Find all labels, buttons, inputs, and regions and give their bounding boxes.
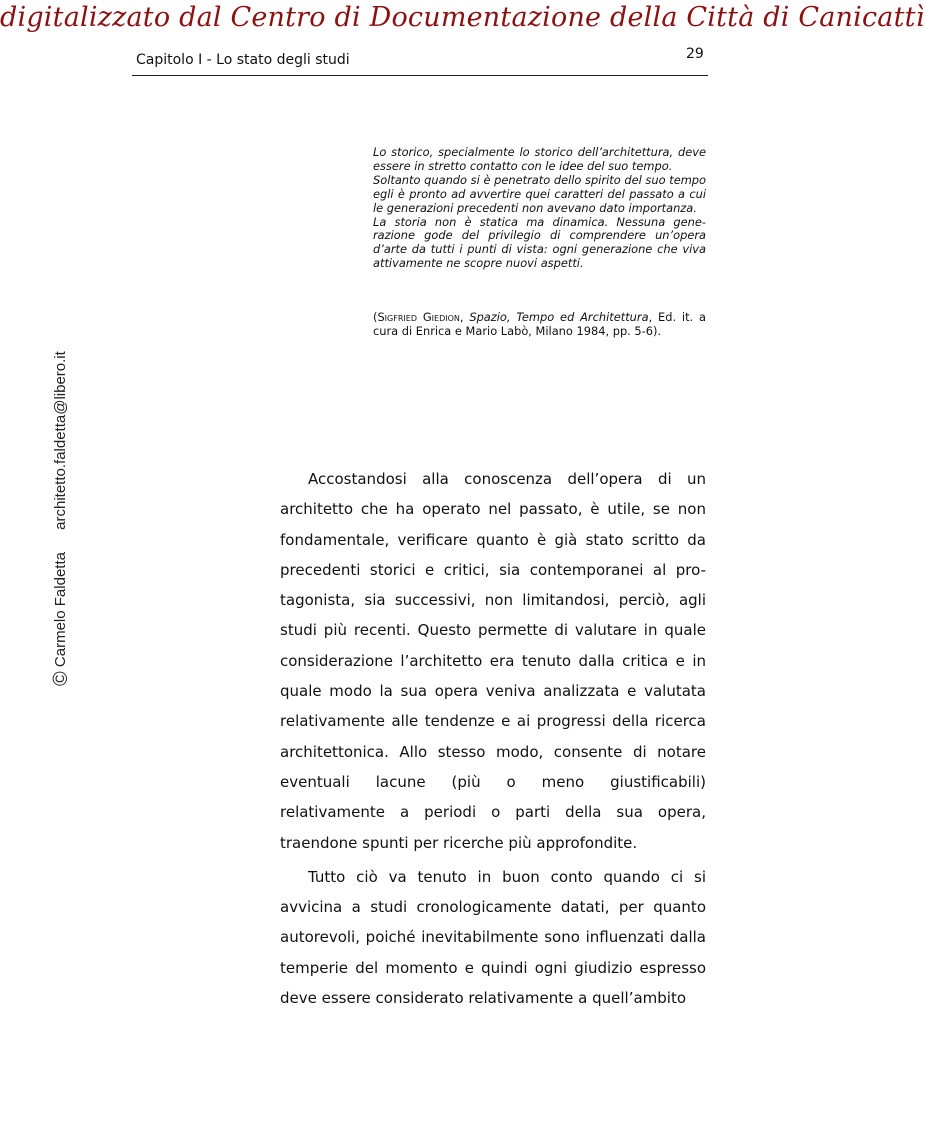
citation-title: Spazio, Tempo ed Architettura [469,310,649,324]
epigraph-citation [373,311,706,339]
citation-author: Sigfried Giedion [377,310,460,324]
epigraph-paragraph: La storia non è statica ma dinamica. Nessuna gene-razione gode del privilegio di comprendere un’opera d’arte da tutti i punti di vista: ogni generazione che viva attivamente ne scopre nuovi aspetti. [373,214,706,271]
body-paragraph: Tutto ciò va tenuto in buon conto quando ci si avvicina a studi cronologicamente datati, per quanto autorevoli, poiché inevitabilmente sono influenzati dalla temperie del momento e quindi ogni giudizio espresso deve essere considerato relativamente a quell’ambito [280,867,706,1008]
side-credit [50,351,73,686]
citation-separator: , [459,310,470,324]
body-paragraph: Accostandosi alla conoscenza dell’opera di un architetto che ha operato nel passato, è utile, se non fondamentale, verificare quanto è già stato scritto da precedenti storici e critici, sia contemporanei al pro-tagonista, sia successivi, non limitandosi, perciò, agli studi più recenti. Questo permette di valutare in quale considerazione l’architetto era tenuto dalla critica e in quale modo la sua opera veniva analizzata e valutata relativamente alle tendenze e ai progressi della ricerca architettonica. Allo stesso modo, consente di notare eventuali lacune (più o meno giustificabili) relativamente a periodi o parti della sua opera, traendone spunti per ricerche più approfondite. [280,470,706,852]
main-text [280,464,706,1013]
author-email: architetto.faldetta@libero.it [52,351,69,530]
page-number: 29 [686,46,704,62]
citation-open: ( [373,310,378,324]
digitization-watermark: digitalizzato dal Centro di Documentazione della Città di Canicattì [0,2,925,33]
epigraph-paragraph: Soltanto quando si è penetrato dello spirito del suo tempo egli è pronto ad avvertire quei caratteri del passato a cui le generazioni precedenti non avevano dato importanza. [373,172,706,215]
copyright-icon: © [50,671,72,686]
header-divider [132,75,708,76]
author-name: Carmelo Faldetta [52,552,69,668]
citation-details: , Ed. it. a cura di Enrica e Mario Labò, Milano 1984, pp. 5-6). [373,310,706,338]
epigraph-paragraph: Lo storico, specialmente lo storico dell’architettura, deve essere in stretto contatto con le idee del suo tempo. [373,145,706,173]
chapter-header: Capitolo I - Lo stato degli studi [136,52,350,68]
epigraph-quote [373,146,706,271]
